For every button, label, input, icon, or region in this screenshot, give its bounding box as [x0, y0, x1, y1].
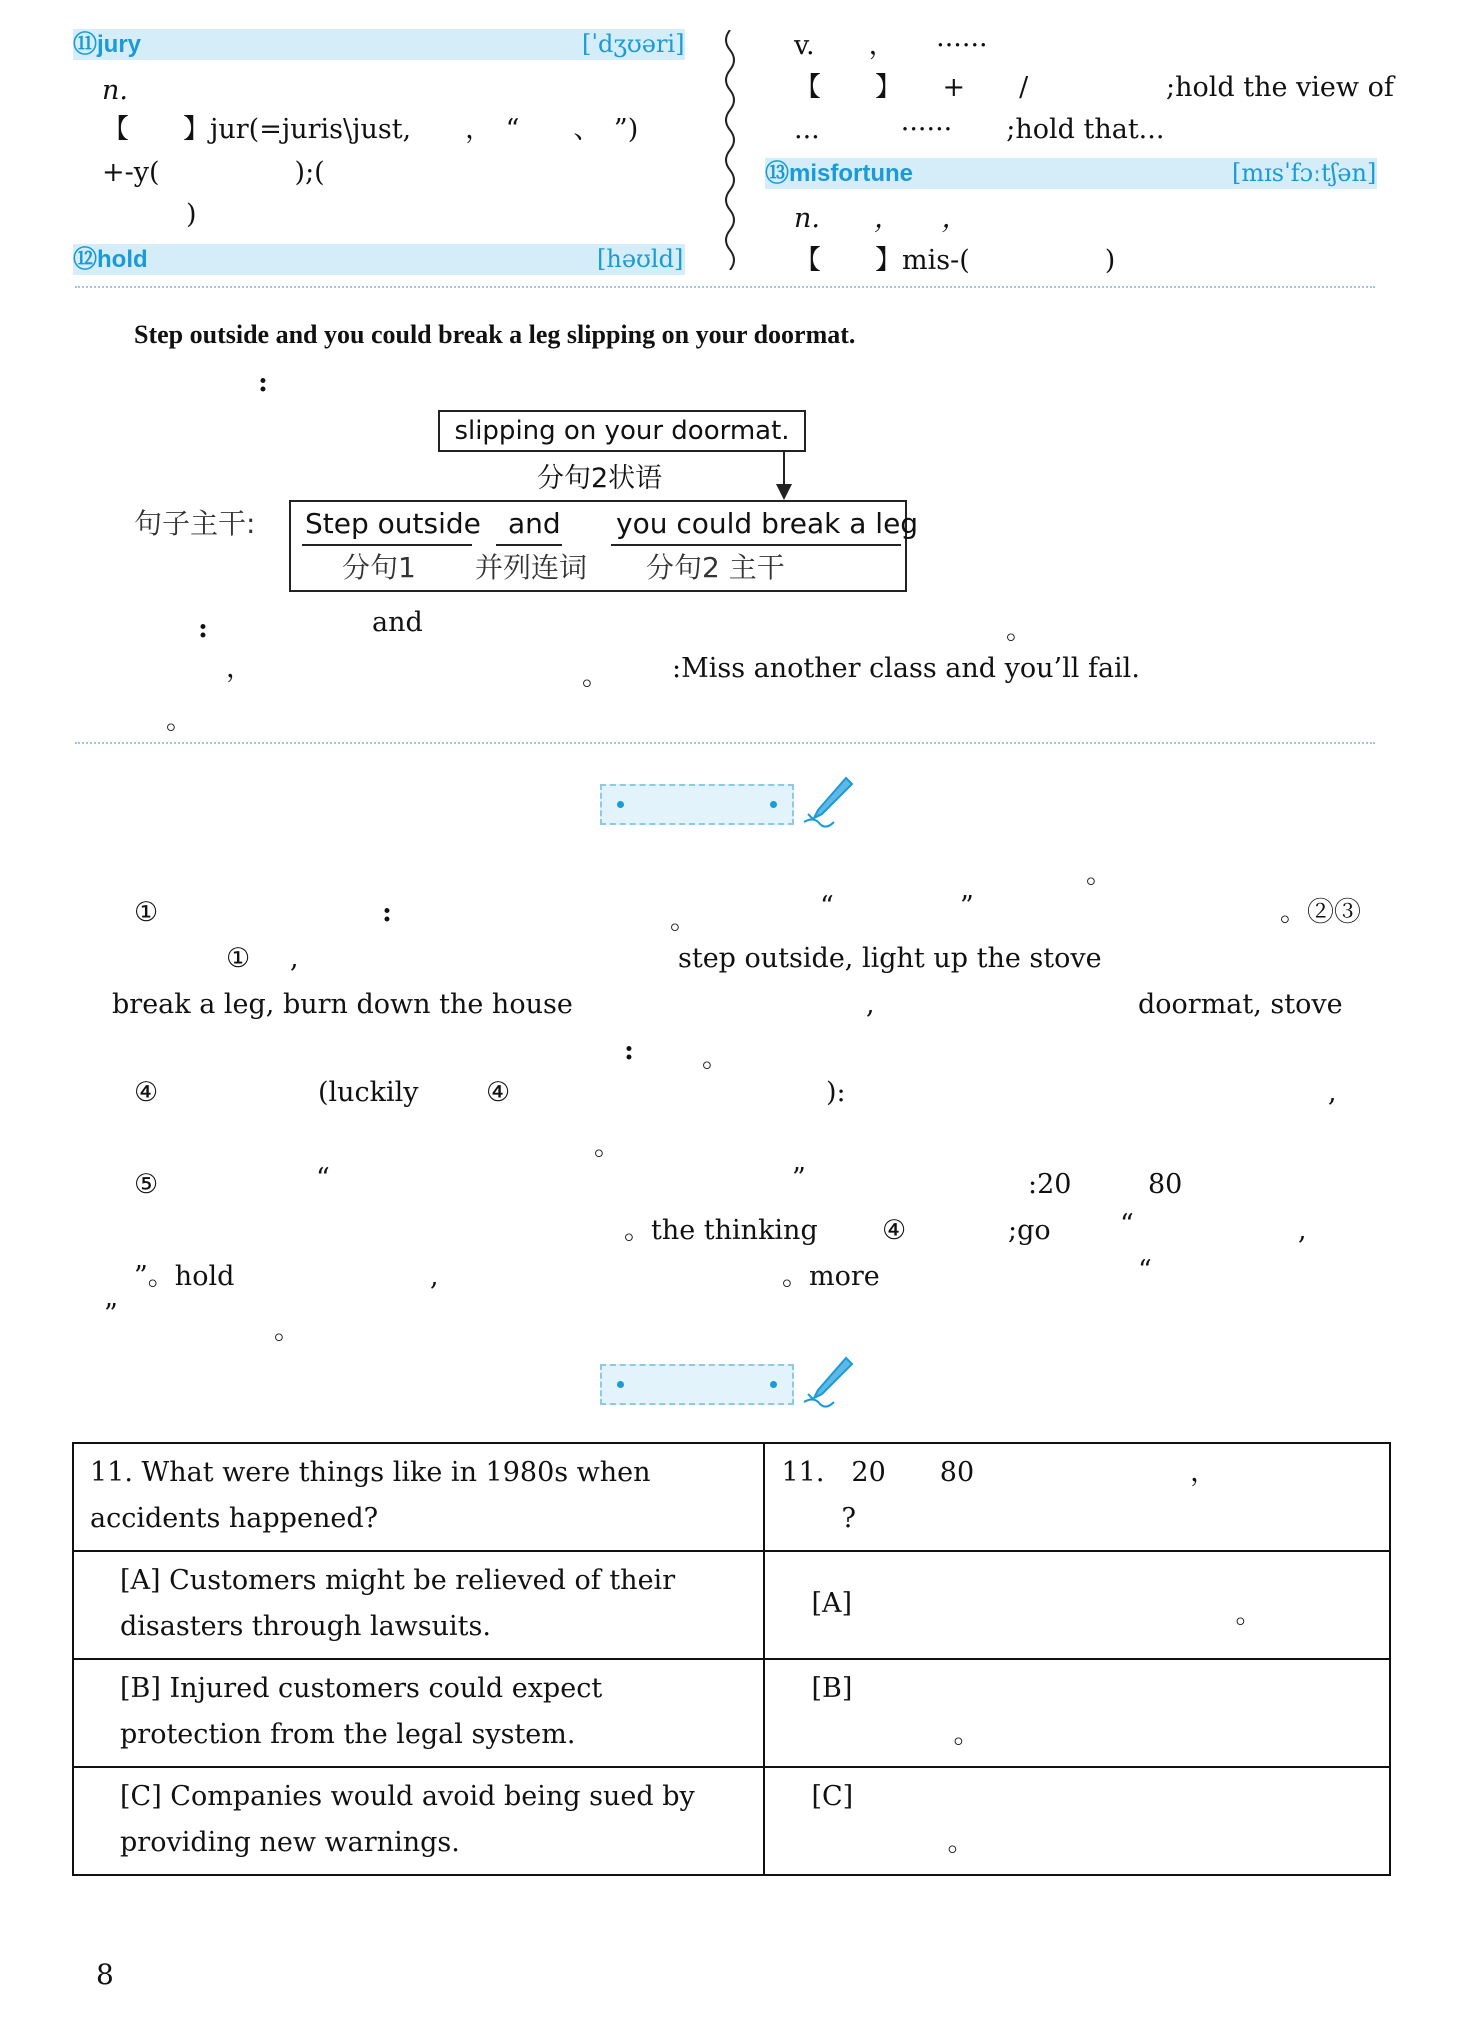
option-b-zh-end: 。: [953, 1719, 981, 1750]
hold-meaning-1: v. ， ······: [794, 30, 988, 61]
example-sentence: Step outside and you could break a leg slipping on your doormat.: [134, 320, 856, 349]
diagram-top-label: 分句2状语: [537, 463, 663, 494]
p2-luckily: (luckily: [318, 1077, 419, 1108]
p3-more: 。more: [782, 1261, 880, 1292]
diagram-label-2: 并列连词: [475, 551, 588, 584]
p3-thinking: 。the thinking: [624, 1215, 818, 1246]
question-en: [73, 1443, 764, 1551]
option-b-zh: [764, 1659, 1390, 1767]
jury-pos: n.: [102, 75, 128, 106]
p1-phrase-1: step outside, light up the stove: [678, 943, 1102, 974]
option-c-en: [73, 1767, 764, 1875]
p3-marker-5: ⑤: [134, 1169, 159, 1200]
pen-icon: [800, 774, 854, 830]
table-row: [73, 1443, 1390, 1551]
hold-band: [73, 244, 685, 275]
table-row: [73, 1767, 1390, 1875]
p3-hold: ”。hold: [134, 1261, 235, 1292]
p2-paren-close: ):: [826, 1077, 846, 1108]
p3-quote-open-3: “: [1138, 1255, 1152, 1286]
jury-phonetic: [ˈdʒʊəri]: [582, 30, 685, 58]
p1-stop-1: 。: [670, 905, 697, 936]
section-header-2-dot-left: [617, 1381, 624, 1388]
diagram-main-label: 句子主干:: [134, 507, 256, 540]
option-a-en: [73, 1551, 764, 1659]
table-row: [73, 1659, 1390, 1767]
jury-etym-2: +-y( );(: [102, 157, 325, 188]
p1-phrase-3: doormat, stove: [1138, 989, 1343, 1020]
option-c-zh-end: 。: [947, 1827, 975, 1858]
p1-quote-open: “: [820, 891, 834, 922]
diagram-label-1: 分句1: [342, 551, 416, 584]
question-zh-line2: ?: [841, 1503, 856, 1534]
pen-icon: [800, 1354, 854, 1410]
p2-comma: ,: [1328, 1077, 1337, 1108]
option-b-zh-label: [B]: [811, 1673, 853, 1704]
section-divider-2: [75, 742, 1375, 744]
option-b-en-text: [B] Injured customers could expect protection from the legal system.: [120, 1673, 603, 1750]
hold-meaning-2: 【 】 + /: [794, 72, 1029, 103]
p2-marker-4b: ④: [486, 1077, 511, 1108]
jury-etym-3: ): [186, 199, 197, 230]
option-a-zh-end: 。: [1235, 1599, 1263, 1630]
option-c-en-text: [C] Companies would avoid being sued by providing new warnings.: [120, 1781, 695, 1858]
p3-quote-close-2: ”: [104, 1299, 118, 1330]
p3-comma: ,: [1298, 1215, 1307, 1246]
misfortune-headword: ⑬misfortune: [765, 160, 914, 187]
p1-comma: ,: [290, 943, 299, 974]
page-number: 8: [96, 1958, 114, 1991]
hold-meaning-2-tail: ;hold the view of: [1166, 72, 1394, 103]
table-row: [73, 1551, 1390, 1659]
option-c-zh: [764, 1767, 1390, 1875]
option-a-en-text: [A] Customers might be relieved of their disasters through lawsuits.: [120, 1565, 676, 1642]
p3-num-20: :20: [1028, 1169, 1072, 1200]
p1-colon-2: :: [624, 1035, 634, 1066]
section-header-1-dot-left: [617, 801, 624, 808]
p3-num-80: 80: [1148, 1169, 1183, 1200]
diagram-seg-3: you could break a leg: [616, 507, 919, 540]
diagram-seg-2: and: [508, 507, 561, 540]
diagram-underline-3: [611, 544, 901, 546]
hold-phonetic: [həʊld]: [597, 245, 684, 273]
p3-comma-2: ,: [430, 1261, 439, 1292]
question-zh-line1: 11. 20 80 ，: [781, 1457, 1218, 1488]
p1-colon: :: [382, 897, 392, 928]
diagram-underline-1: [302, 544, 472, 546]
section-header-2-dot-right: [770, 1381, 777, 1388]
question-zh: [764, 1443, 1390, 1551]
analysis-example: :Miss another class and you’ll fail.: [672, 653, 1140, 684]
hold-headword: ⑫hold: [73, 246, 148, 273]
misfortune-pos: n. ， ，: [794, 203, 969, 234]
p1-stop-2: 。: [702, 1043, 729, 1074]
misfortune-etym: 【 】mis-( ): [794, 245, 1116, 276]
analysis-end-3: 。: [166, 705, 193, 736]
misfortune-phonetic: [mɪsˈfɔːtʃən]: [1232, 159, 1377, 187]
question-en-text: 11. What were things like in 1980s when accidents happened?: [90, 1457, 651, 1534]
sentence-colon: :: [258, 367, 268, 398]
analysis-end-1: 。: [1006, 615, 1033, 646]
p3-go: ;go: [1008, 1215, 1051, 1246]
p3-quote-open-2: “: [1120, 1209, 1134, 1240]
p3-marker-4: ④: [882, 1215, 907, 1246]
column-divider-wavy: [718, 30, 742, 270]
section-header-1-dot-right: [770, 801, 777, 808]
hold-meaning-3: ... ······ ;hold that...: [794, 114, 1165, 145]
analysis-colon: :: [198, 613, 208, 644]
question-table: [72, 1442, 1391, 1876]
p1-quote-close: ”: [960, 891, 974, 922]
option-b-en: [73, 1659, 764, 1767]
p1-marker-1b: ①: [226, 943, 251, 974]
diagram-arrow: [774, 452, 794, 502]
analysis-and: and: [372, 607, 423, 638]
jury-etym-1: 【 】jur(=juris\just, ， “ 、 ”): [102, 114, 639, 145]
p1-comma-2: ,: [866, 989, 875, 1020]
p3-quote-close: ”: [792, 1163, 806, 1194]
section-header-2: [600, 1364, 794, 1405]
option-c-zh-label: [C]: [811, 1781, 854, 1812]
diagram-underline-2: [496, 544, 562, 546]
diagram-label-3: 分句2 主干: [646, 551, 785, 584]
diagram-seg-1: Step outside: [305, 507, 481, 540]
section-header-1: [600, 784, 794, 825]
diagram-top-box: slipping on your doormat.: [438, 410, 806, 452]
option-a-zh-label: [A]: [811, 1588, 853, 1619]
section-divider-1: [75, 286, 1375, 288]
p1-phrase-2: break a leg, burn down the house: [112, 989, 573, 1020]
p1-end-0: 。: [1086, 859, 1113, 890]
p3-stop: 。: [274, 1315, 301, 1346]
jury-headword: ⑪jury: [73, 31, 142, 58]
option-a-zh: [764, 1551, 1390, 1659]
analysis-comma: ，: [226, 653, 253, 684]
p3-quote-open: “: [316, 1163, 330, 1194]
p1-marker-1: ①: [134, 897, 159, 928]
p2-marker-4: ④: [134, 1077, 159, 1108]
p2-stop: 。: [594, 1131, 621, 1162]
analysis-mid: 。: [582, 661, 609, 692]
p1-markers-23: 。②③: [1280, 897, 1361, 928]
